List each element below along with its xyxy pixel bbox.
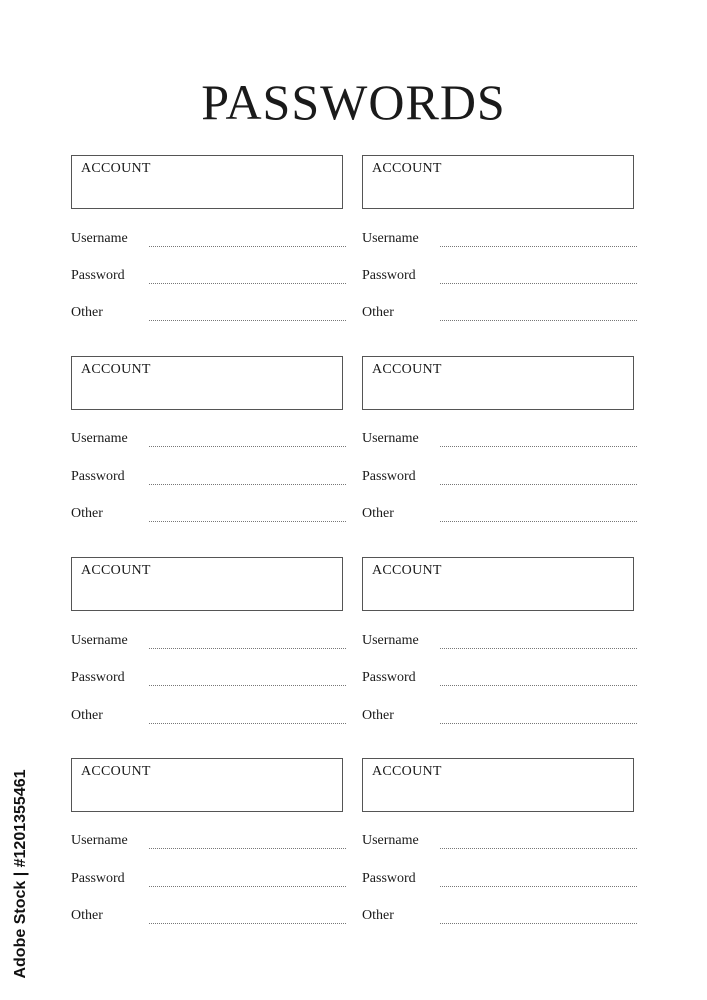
username-label: Username bbox=[362, 231, 419, 246]
password-line[interactable] bbox=[149, 484, 346, 485]
password-row bbox=[362, 268, 637, 288]
password-line[interactable] bbox=[440, 484, 637, 485]
account-field[interactable] bbox=[362, 758, 634, 812]
password-row bbox=[71, 871, 346, 891]
other-row bbox=[71, 908, 346, 928]
username-row bbox=[71, 833, 346, 853]
password-line[interactable] bbox=[149, 886, 346, 887]
other-line[interactable] bbox=[440, 320, 637, 321]
other-row bbox=[71, 506, 346, 526]
other-line[interactable] bbox=[149, 723, 346, 724]
password-label: Password bbox=[362, 670, 416, 685]
account-field[interactable] bbox=[71, 155, 343, 209]
account-field[interactable] bbox=[362, 155, 634, 209]
other-row bbox=[362, 708, 637, 728]
password-row bbox=[71, 469, 346, 489]
other-row bbox=[71, 305, 346, 325]
account-field[interactable] bbox=[71, 758, 343, 812]
account-label: ACCOUNT bbox=[81, 563, 151, 578]
account-field[interactable] bbox=[362, 557, 634, 611]
stock-id-label bbox=[10, 758, 32, 990]
username-label: Username bbox=[362, 431, 419, 446]
account-label: ACCOUNT bbox=[81, 161, 151, 176]
username-line[interactable] bbox=[440, 648, 637, 649]
other-label: Other bbox=[362, 708, 394, 723]
password-line[interactable] bbox=[440, 886, 637, 887]
password-row bbox=[362, 469, 637, 489]
password-label: Password bbox=[362, 469, 416, 484]
username-label: Username bbox=[71, 633, 128, 648]
other-label: Other bbox=[362, 305, 394, 320]
account-field[interactable] bbox=[71, 557, 343, 611]
page-title: PASSWORDS bbox=[201, 74, 506, 130]
other-row bbox=[362, 908, 637, 928]
username-line[interactable] bbox=[149, 848, 346, 849]
username-line[interactable] bbox=[440, 848, 637, 849]
password-line[interactable] bbox=[440, 685, 637, 686]
username-line[interactable] bbox=[149, 446, 346, 447]
password-label: Password bbox=[362, 268, 416, 283]
other-line[interactable] bbox=[149, 320, 346, 321]
username-row bbox=[362, 633, 637, 653]
password-row bbox=[71, 268, 346, 288]
password-row bbox=[71, 670, 346, 690]
username-row bbox=[71, 431, 346, 451]
username-label: Username bbox=[71, 833, 128, 848]
username-line[interactable] bbox=[149, 648, 346, 649]
username-row bbox=[71, 231, 346, 251]
account-label: ACCOUNT bbox=[81, 362, 151, 377]
other-label: Other bbox=[362, 506, 394, 521]
other-row bbox=[362, 506, 637, 526]
username-label: Username bbox=[71, 231, 128, 246]
username-row bbox=[71, 633, 346, 653]
stock-id-text: Adobe Stock | #1201355461 bbox=[12, 769, 29, 979]
password-line[interactable] bbox=[149, 685, 346, 686]
username-row bbox=[362, 431, 637, 451]
password-label: Password bbox=[71, 871, 125, 886]
other-line[interactable] bbox=[149, 923, 346, 924]
account-label: ACCOUNT bbox=[372, 161, 442, 176]
password-label: Password bbox=[71, 670, 125, 685]
other-label: Other bbox=[71, 908, 103, 923]
password-label: Password bbox=[71, 268, 125, 283]
other-label: Other bbox=[71, 506, 103, 521]
account-label: ACCOUNT bbox=[81, 764, 151, 779]
password-label: Password bbox=[71, 469, 125, 484]
other-line[interactable] bbox=[149, 521, 346, 522]
other-line[interactable] bbox=[440, 923, 637, 924]
other-row bbox=[71, 708, 346, 728]
username-line[interactable] bbox=[149, 246, 346, 247]
account-label: ACCOUNT bbox=[372, 764, 442, 779]
password-row bbox=[362, 670, 637, 690]
account-label: ACCOUNT bbox=[372, 563, 442, 578]
other-label: Other bbox=[71, 708, 103, 723]
account-label: ACCOUNT bbox=[372, 362, 442, 377]
other-line[interactable] bbox=[440, 521, 637, 522]
password-line[interactable] bbox=[440, 283, 637, 284]
password-label: Password bbox=[362, 871, 416, 886]
username-row bbox=[362, 833, 637, 853]
account-field[interactable] bbox=[71, 356, 343, 410]
other-label: Other bbox=[362, 908, 394, 923]
username-row bbox=[362, 231, 637, 251]
username-label: Username bbox=[362, 833, 419, 848]
password-row bbox=[362, 871, 637, 891]
username-label: Username bbox=[362, 633, 419, 648]
username-line[interactable] bbox=[440, 246, 637, 247]
account-field[interactable] bbox=[362, 356, 634, 410]
other-label: Other bbox=[71, 305, 103, 320]
username-line[interactable] bbox=[440, 446, 637, 447]
other-line[interactable] bbox=[440, 723, 637, 724]
other-row bbox=[362, 305, 637, 325]
username-label: Username bbox=[71, 431, 128, 446]
password-line[interactable] bbox=[149, 283, 346, 284]
